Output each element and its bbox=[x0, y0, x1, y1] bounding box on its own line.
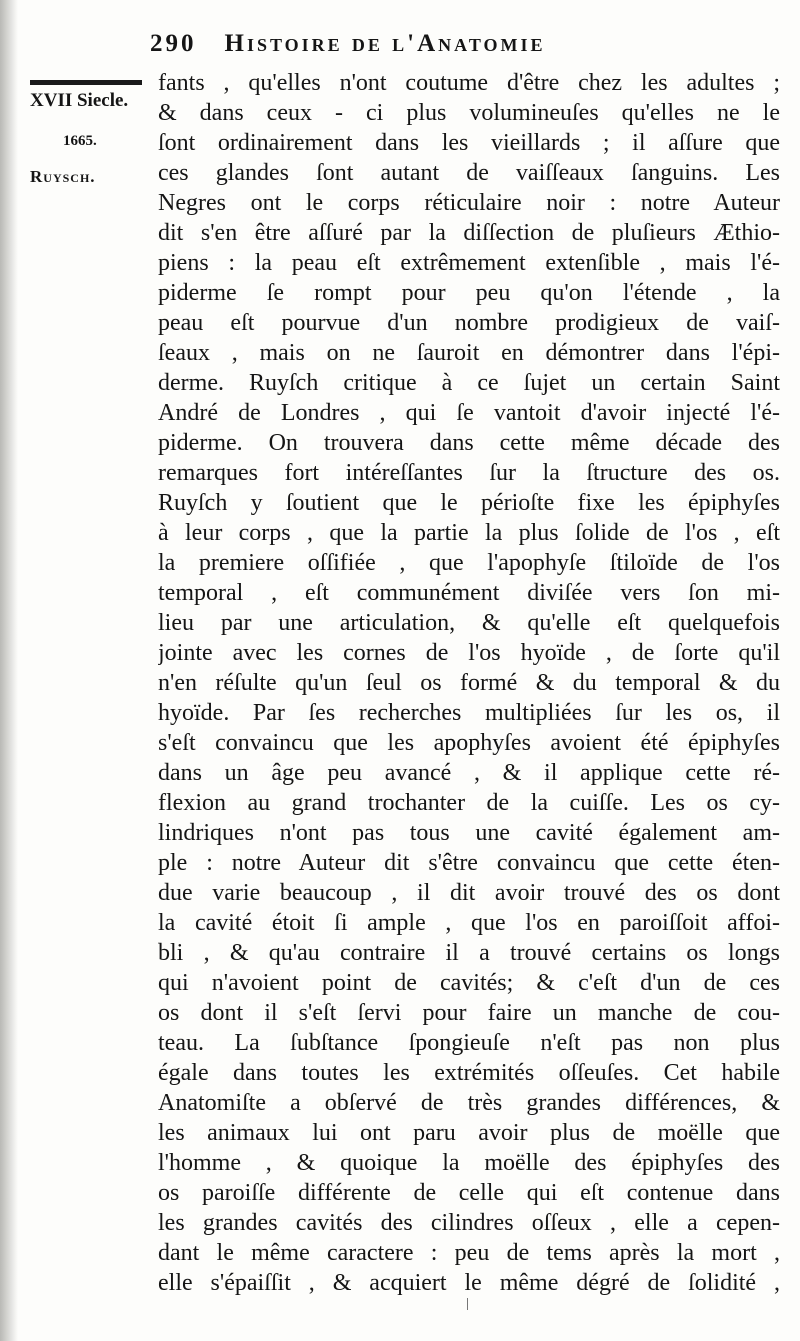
text-line: s'eſt convaincu que les apophyſes avoient été épiphyſes bbox=[158, 730, 780, 756]
text-line: la premiere oſſifiée , que l'apophyſe ſtiloïde de l'os bbox=[158, 550, 780, 576]
text-line: ces glandes ſont autant de vaiſſeaux ſanguins. Les bbox=[158, 160, 780, 186]
page-number: 290 bbox=[150, 30, 197, 57]
text-line: lindriques n'ont pas tous une cavité également am- bbox=[158, 820, 780, 846]
text-line: fants , qu'elles n'ont coutume d'être chez les adultes ; bbox=[158, 70, 780, 96]
text-line: flexion au grand trochanter de la cuiſſe. Les os cy- bbox=[158, 790, 780, 816]
text-line: derme. Ruyſch critique à ce ſujet un certain Saint bbox=[158, 370, 780, 396]
text-line: bli , & qu'au contraire il a trouvé certains os longs bbox=[158, 940, 780, 966]
margin-note-century: XVII Siecle. bbox=[30, 90, 129, 111]
text-line: elle s'épaiſſit , & acquiert le même dégré de ſolidité , bbox=[158, 1270, 780, 1296]
text-line: due varie beaucoup , il dit avoir trouvé des os dont bbox=[158, 880, 780, 906]
text-line: hyoïde. Par ſes recherches multipliées ſur les os, il bbox=[158, 700, 780, 726]
text-line: égale dans toutes les extrémités oſſeuſes. Cet habile bbox=[158, 1060, 780, 1086]
text-line: dit s'en être aſſuré par la diſſection de pluſieurs Æthio- bbox=[158, 220, 780, 246]
text-line: dant le même caractere : peu de tems après la mort , bbox=[158, 1240, 780, 1266]
text-line: ſont ordinairement dans les vieillards ; il aſſure que bbox=[158, 130, 780, 156]
text-line: Negres ont le corps réticulaire noir : notre Auteur bbox=[158, 190, 780, 216]
text-line: remarques fort intéreſſantes ſur la ſtructure des os. bbox=[158, 460, 780, 486]
text-line: André de Londres , qui ſe vantoit d'avoir injecté l'é- bbox=[158, 400, 780, 426]
text-line: os dont il s'eſt ſervi pour faire un manche de cou- bbox=[158, 1000, 780, 1026]
text-line: ſeaux , mais on ne ſauroit en démontrer dans l'épi- bbox=[158, 340, 780, 366]
text-line: les grandes cavités des cilindres oſſeux , elle a cepen- bbox=[158, 1210, 780, 1236]
margin-rule bbox=[30, 80, 142, 85]
text-line: la cavité étoit ſi ample , que l'os en paroiſſoit affoi- bbox=[158, 910, 780, 936]
text-line: qui n'avoient point de cavités; & c'eſt d'un de ces bbox=[158, 970, 780, 996]
margin-note-name: Ruysch. bbox=[30, 167, 96, 186]
text-line: peau eſt pourvue d'un nombre prodigieux de vaiſ- bbox=[158, 310, 780, 336]
text-line: teau. La ſubſtance ſpongieuſe n'eſt pas non plus bbox=[158, 1030, 780, 1056]
margin-note-year: 1665. bbox=[63, 133, 97, 149]
text-line: à leur corps , que la partie la plus ſolide de l'os , eſt bbox=[158, 520, 780, 546]
text-line: & dans ceux - ci plus volumineuſes qu'elles ne le bbox=[158, 100, 780, 126]
text-line: temporal , eſt communément diviſée vers ſon mi- bbox=[158, 580, 780, 606]
bottom-mark bbox=[467, 1298, 468, 1310]
text-line: piderme ſe rompt pour peu qu'on l'étende , la bbox=[158, 280, 780, 306]
text-line: Anatomiſte a obſervé de très grandes différences, & bbox=[158, 1090, 780, 1116]
running-title: Histoire de l'Anatomie bbox=[224, 30, 546, 57]
text-line: os paroiſſe différente de celle qui eſt contenue dans bbox=[158, 1180, 780, 1206]
text-line: dans un âge peu avancé , & il applique cette ré- bbox=[158, 760, 780, 786]
text-line: les animaux lui ont paru avoir plus de moëlle que bbox=[158, 1120, 780, 1146]
text-line: piens : la peau eſt extrêmement extenſible , mais l'é- bbox=[158, 250, 780, 276]
gutter-shadow bbox=[0, 0, 18, 1341]
text-line: n'en réſulte qu'un ſeul os formé & du temporal & du bbox=[158, 670, 780, 696]
text-line: l'homme , & quoique la moëlle des épiphyſes des bbox=[158, 1150, 780, 1176]
text-line: lieu par une articulation, & qu'elle eſt quelquefois bbox=[158, 610, 780, 636]
text-line: piderme. On trouvera dans cette même décade des bbox=[158, 430, 780, 456]
body-text bbox=[158, 68, 780, 1298]
running-head bbox=[150, 30, 670, 66]
text-line: jointe avec les cornes de l'os hyoïde , de ſorte qu'il bbox=[158, 640, 780, 666]
text-line: ple : notre Auteur dit s'être convaincu que cette éten- bbox=[158, 850, 780, 876]
text-line: Ruyſch y ſoutient que le périoſte fixe les épiphyſes bbox=[158, 490, 780, 516]
